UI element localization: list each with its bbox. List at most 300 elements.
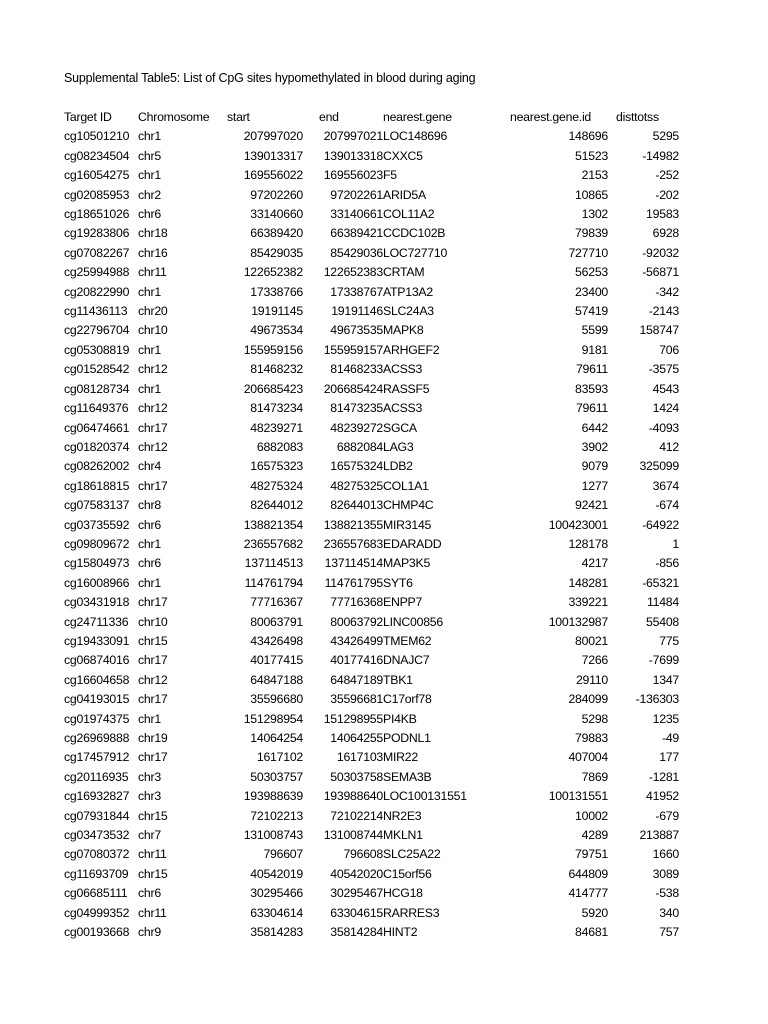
- nearest-gene-cell: COL1A1: [383, 478, 429, 493]
- table-row: [64, 147, 679, 166]
- nearest-gene-cell: ARID5A: [383, 187, 426, 202]
- table-row: [64, 360, 679, 379]
- chromosome-cell: chr10: [138, 323, 168, 338]
- chromosome-cell: chr1: [138, 381, 161, 396]
- nearest-gene-id-cell: 128178: [568, 536, 608, 551]
- table-row: [64, 787, 679, 806]
- header-nearest-gene: nearest.gene: [383, 110, 452, 124]
- chromosome-cell: chr4: [138, 459, 161, 474]
- end-cell: 97202261: [330, 187, 383, 202]
- table-row: [64, 302, 679, 321]
- disttotss-cell: 55408: [646, 614, 679, 629]
- nearest-gene-cell: LDB2: [383, 459, 413, 474]
- disttotss-cell: -538: [655, 886, 679, 901]
- nearest-gene-id-cell: 5298: [581, 711, 608, 726]
- nearest-gene-id-cell: 5920: [581, 905, 608, 920]
- start-cell: 63304614: [250, 905, 303, 920]
- table-row: [64, 127, 679, 146]
- disttotss-cell: 1660: [652, 847, 679, 862]
- nearest-gene-cell: ATP13A2: [383, 284, 433, 299]
- nearest-gene-id-cell: 80021: [575, 633, 608, 648]
- chromosome-cell: chr9: [138, 925, 161, 940]
- disttotss-cell: -49: [661, 731, 679, 745]
- disttotss-cell: 213887: [639, 828, 679, 843]
- nearest-gene-cell: RARRES3: [383, 905, 440, 920]
- table-row: [64, 380, 679, 399]
- end-cell: 236557683: [323, 536, 383, 551]
- disttotss-cell: 1424: [652, 401, 679, 416]
- nearest-gene-cell: C15orf56: [383, 866, 432, 881]
- table-row: [64, 923, 679, 942]
- table-row: [64, 593, 679, 612]
- disttotss-cell: 6928: [652, 226, 679, 241]
- target-id-cell: cg04193015: [64, 692, 130, 707]
- nearest-gene-id-cell: 79611: [575, 362, 608, 377]
- chromosome-cell: chr6: [138, 556, 161, 571]
- end-cell: 114761795: [324, 575, 383, 590]
- table-row: [64, 321, 679, 340]
- table-row: [64, 496, 679, 515]
- end-cell: 72102214: [330, 808, 383, 823]
- chromosome-cell: chr7: [138, 828, 161, 843]
- end-cell: 40177416: [330, 653, 383, 668]
- nearest-gene-cell: SLC24A3: [383, 304, 434, 319]
- nearest-gene-cell: TMEM62: [383, 633, 432, 648]
- nearest-gene-id-cell: 100423001: [548, 517, 608, 532]
- start-cell: 137114513: [244, 556, 303, 571]
- chromosome-cell: chr15: [138, 633, 168, 648]
- nearest-gene-id-cell: 29110: [575, 672, 608, 687]
- nearest-gene-cell: CHMP4C: [383, 498, 434, 513]
- chromosome-cell: chr3: [138, 769, 161, 784]
- nearest-gene-id-cell: 84681: [575, 925, 608, 940]
- table-row: [64, 166, 679, 185]
- disttotss-cell: 775: [659, 633, 679, 648]
- table-row: [64, 845, 679, 864]
- start-cell: 33140660: [250, 207, 303, 222]
- target-id-cell: cg19433091: [64, 633, 130, 648]
- chromosome-cell: chr2: [138, 187, 161, 202]
- nearest-gene-cell: MIR22: [383, 750, 418, 765]
- target-id-cell: cg16008966: [64, 575, 130, 590]
- table-row: [64, 516, 679, 535]
- start-cell: 155959156: [243, 342, 303, 357]
- start-cell: 97202260: [250, 187, 303, 202]
- disttotss-cell: -64922: [642, 517, 679, 532]
- chromosome-cell: chr1: [138, 129, 161, 144]
- nearest-gene-cell: ENPP7: [383, 595, 423, 610]
- disttotss-cell: -92032: [642, 245, 679, 260]
- start-cell: 1617102: [256, 750, 303, 765]
- nearest-gene-cell: SGCA: [383, 420, 417, 435]
- chromosome-cell: chr1: [138, 575, 161, 590]
- table-row: [64, 904, 679, 923]
- end-cell: 66389421: [330, 226, 383, 241]
- target-id-cell: cg01528542: [64, 362, 130, 377]
- target-id-cell: cg02085953: [64, 187, 130, 202]
- disttotss-cell: 3674: [652, 478, 679, 493]
- table-row: [64, 186, 679, 205]
- nearest-gene-id-cell: 6442: [581, 420, 608, 435]
- table-row: [64, 477, 679, 496]
- end-cell: 30295467: [330, 886, 383, 901]
- disttotss-cell: -856: [655, 556, 679, 571]
- nearest-gene-id-cell: 100132987: [548, 614, 608, 629]
- nearest-gene-id-cell: 3902: [581, 439, 608, 454]
- start-cell: 131008743: [243, 828, 303, 843]
- header-disttotss: disttotss: [616, 110, 659, 124]
- nearest-gene-cell: CCDC102B: [383, 226, 446, 241]
- nearest-gene-id-cell: 83593: [575, 381, 608, 396]
- start-cell: 85429035: [250, 245, 303, 260]
- end-cell: 169556023: [323, 168, 383, 183]
- chromosome-cell: chr1: [138, 342, 161, 357]
- header-row: [64, 108, 679, 127]
- start-cell: 122652382: [243, 265, 303, 280]
- target-id-cell: cg24711336: [64, 614, 129, 629]
- nearest-gene-cell: SYT6: [383, 575, 413, 590]
- disttotss-cell: -4093: [648, 420, 679, 435]
- chromosome-cell: chr12: [138, 439, 168, 454]
- start-cell: 64847188: [250, 672, 303, 687]
- table-row: [64, 690, 679, 709]
- start-cell: 14064254: [250, 731, 303, 745]
- end-cell: 33140661: [330, 207, 383, 222]
- nearest-gene-cell: EDARADD: [383, 536, 442, 551]
- chromosome-cell: chr1: [138, 284, 161, 299]
- chromosome-cell: chr10: [138, 614, 168, 629]
- nearest-gene-id-cell: 148696: [568, 129, 608, 144]
- end-cell: 82644013: [330, 498, 383, 513]
- nearest-gene-cell: ARHGEF2: [383, 342, 440, 357]
- target-id-cell: cg03431918: [64, 595, 130, 610]
- nearest-gene-id-cell: 79611: [575, 401, 608, 416]
- disttotss-cell: -679: [655, 808, 679, 823]
- chromosome-cell: chr15: [138, 866, 168, 881]
- disttotss-cell: -65321: [642, 575, 679, 590]
- disttotss-cell: 1235: [652, 711, 679, 726]
- start-cell: 35596680: [250, 692, 303, 707]
- target-id-cell: cg20822990: [64, 284, 130, 299]
- target-id-cell: cg15804973: [64, 556, 130, 571]
- start-cell: 6882083: [256, 439, 303, 454]
- end-cell: 63304615: [330, 905, 383, 920]
- chromosome-cell: chr6: [138, 517, 161, 532]
- target-id-cell: cg06474661: [64, 420, 130, 435]
- chromosome-cell: chr11: [138, 847, 167, 862]
- chromosome-cell: chr8: [138, 498, 161, 513]
- table-row: [64, 399, 679, 418]
- header-nearest-gene-id: nearest.gene.id: [510, 110, 592, 124]
- disttotss-cell: 1347: [652, 672, 679, 687]
- end-cell: 6882084: [336, 439, 383, 454]
- header-end: end: [319, 110, 339, 124]
- end-cell: 40542020: [330, 866, 383, 881]
- target-id-cell: cg16054275: [64, 168, 130, 183]
- nearest-gene-cell: SEMA3B: [383, 769, 432, 784]
- target-id-cell: cg08128734: [64, 381, 130, 396]
- target-id-cell: cg03473532: [64, 828, 130, 843]
- target-id-cell: cg11436113: [64, 304, 128, 319]
- start-cell: 193988639: [243, 789, 303, 804]
- start-cell: 236557682: [243, 536, 303, 551]
- end-cell: 122652383: [323, 265, 383, 280]
- table-row: [64, 244, 679, 263]
- nearest-gene-id-cell: 79883: [575, 731, 608, 745]
- nearest-gene-cell: HCG18: [383, 886, 423, 901]
- start-cell: 48275324: [250, 478, 303, 493]
- start-cell: 16575323: [250, 459, 303, 474]
- target-id-cell: cg25994988: [64, 265, 130, 280]
- disttotss-cell: -674: [655, 498, 679, 513]
- start-cell: 139013317: [243, 148, 303, 163]
- chromosome-cell: chr17: [138, 595, 168, 610]
- target-id-cell: cg01820374: [64, 439, 130, 454]
- header-chromosome: Chromosome: [138, 110, 210, 124]
- end-cell: 85429036: [330, 245, 383, 260]
- nearest-gene-id-cell: 10865: [575, 187, 608, 202]
- nearest-gene-id-cell: 644809: [568, 866, 608, 881]
- chromosome-cell: chr12: [138, 401, 168, 416]
- nearest-gene-id-cell: 407004: [568, 750, 608, 765]
- nearest-gene-cell: MKLN1: [383, 828, 423, 843]
- nearest-gene-cell: LINC00856: [383, 614, 443, 629]
- start-cell: 82644012: [250, 498, 303, 513]
- chromosome-cell: chr5: [138, 148, 161, 163]
- start-cell: 50303757: [250, 769, 303, 784]
- nearest-gene-cell: MAPK8: [383, 323, 424, 338]
- nearest-gene-id-cell: 148281: [568, 575, 608, 590]
- chromosome-cell: chr12: [138, 672, 168, 687]
- start-cell: 138821354: [243, 517, 303, 532]
- nearest-gene-id-cell: 284099: [568, 692, 608, 707]
- table-row: [64, 438, 679, 457]
- start-cell: 207997020: [243, 129, 303, 144]
- target-id-cell: cg08234504: [64, 148, 130, 163]
- end-cell: 1617103: [336, 750, 383, 765]
- target-id-cell: cg16932827: [64, 789, 130, 804]
- table-row: [64, 807, 679, 826]
- start-cell: 17338766: [250, 284, 303, 299]
- end-cell: 17338767: [330, 284, 383, 299]
- nearest-gene-cell: COL11A2: [383, 207, 435, 222]
- disttotss-cell: 4543: [652, 381, 679, 396]
- chromosome-cell: chr19: [138, 731, 168, 745]
- end-cell: 81468233: [330, 362, 383, 377]
- table-row: [64, 535, 679, 554]
- nearest-gene-id-cell: 339221: [568, 595, 608, 610]
- nearest-gene-cell: PI4KB: [383, 711, 417, 726]
- target-id-cell: cg07082267: [64, 245, 130, 260]
- disttotss-cell: -56871: [642, 265, 679, 280]
- chromosome-cell: chr11: [138, 905, 167, 920]
- table-row: [64, 205, 679, 224]
- disttotss-cell: 158747: [639, 323, 679, 338]
- nearest-gene-id-cell: 56253: [575, 265, 608, 280]
- table-row: [64, 632, 679, 651]
- table-row: [64, 884, 679, 903]
- nearest-gene-id-cell: 4217: [581, 556, 608, 571]
- start-cell: 35814283: [250, 925, 303, 940]
- disttotss-cell: 41952: [646, 789, 679, 804]
- chromosome-cell: chr12: [138, 362, 168, 377]
- nearest-gene-id-cell: 10002: [575, 808, 608, 823]
- table-row: [64, 263, 679, 282]
- target-id-cell: cg04999352: [64, 905, 130, 920]
- end-cell: 43426499: [330, 633, 383, 648]
- target-id-cell: cg09809672: [64, 536, 130, 551]
- table-row: [64, 729, 679, 748]
- nearest-gene-cell: SLC25A22: [383, 847, 441, 862]
- table-row: [64, 283, 679, 302]
- end-cell: 19191146: [331, 304, 383, 319]
- table-body: [64, 127, 679, 942]
- table-row: [64, 826, 679, 845]
- target-id-cell: cg07080372: [64, 847, 130, 862]
- end-cell: 139013318: [323, 148, 383, 163]
- start-cell: 30295466: [250, 886, 303, 901]
- chromosome-cell: chr16: [138, 245, 168, 260]
- start-cell: 796607: [263, 847, 303, 862]
- start-cell: 206685423: [243, 381, 303, 396]
- nearest-gene-cell: CRTAM: [383, 265, 425, 280]
- disttotss-cell: 757: [659, 925, 679, 940]
- nearest-gene-cell: ACSS3: [383, 401, 423, 416]
- nearest-gene-cell: DNAJC7: [383, 653, 430, 668]
- table-title: Supplemental Table5: List of CpG sites hypomethylated in blood during aging: [64, 71, 476, 85]
- start-cell: 43426498: [250, 633, 303, 648]
- chromosome-cell: chr17: [138, 653, 168, 668]
- disttotss-cell: 340: [659, 905, 679, 920]
- nearest-gene-cell: NR2E3: [383, 808, 422, 823]
- target-id-cell: cg06685111: [64, 886, 128, 901]
- nearest-gene-id-cell: 79839: [575, 226, 608, 241]
- target-id-cell: cg11693709: [64, 866, 129, 881]
- end-cell: 81473235: [330, 401, 383, 416]
- nearest-gene-cell: RASSF5: [383, 381, 430, 396]
- disttotss-cell: 11484: [646, 595, 679, 610]
- table-row: [64, 574, 679, 593]
- table-row: [64, 457, 679, 476]
- nearest-gene-id-cell: 4289: [581, 828, 608, 843]
- end-cell: 796608: [343, 847, 383, 862]
- nearest-gene-id-cell: 7869: [581, 769, 608, 784]
- nearest-gene-id-cell: 5599: [581, 323, 608, 338]
- end-cell: 48239272: [330, 420, 383, 435]
- nearest-gene-id-cell: 2153: [581, 168, 608, 183]
- chromosome-cell: chr1: [138, 168, 161, 183]
- table-row: [64, 419, 679, 438]
- nearest-gene-id-cell: 23400: [575, 284, 608, 299]
- nearest-gene-cell: MIR3145: [383, 517, 432, 532]
- nearest-gene-cell: HINT2: [383, 925, 418, 940]
- target-id-cell: cg10501210: [64, 129, 130, 144]
- end-cell: 16575324: [330, 459, 383, 474]
- nearest-gene-cell: LOC100131551: [383, 789, 467, 804]
- nearest-gene-id-cell: 414777: [568, 886, 608, 901]
- nearest-gene-cell: LOC148696: [383, 129, 448, 144]
- start-cell: 72102213: [250, 808, 303, 823]
- nearest-gene-cell: TBK1: [383, 672, 413, 687]
- end-cell: 14064255: [330, 731, 383, 745]
- nearest-gene-cell: F5: [383, 168, 397, 183]
- nearest-gene-id-cell: 7266: [581, 653, 608, 668]
- chromosome-cell: chr3: [138, 789, 161, 804]
- table-row: [64, 224, 679, 243]
- target-id-cell: cg20116935: [64, 769, 129, 784]
- chromosome-cell: chr18: [138, 226, 168, 241]
- target-id-cell: cg19283806: [64, 226, 130, 241]
- disttotss-cell: -2143: [648, 304, 679, 319]
- end-cell: 138821355: [323, 517, 383, 532]
- start-cell: 19191145: [251, 304, 303, 319]
- disttotss-cell: 325099: [639, 459, 679, 474]
- disttotss-cell: -3575: [648, 362, 679, 377]
- target-id-cell: cg22796704: [64, 323, 130, 338]
- target-id-cell: cg07931844: [64, 808, 130, 823]
- nearest-gene-cell: LAG3: [383, 439, 414, 454]
- nearest-gene-id-cell: 9079: [581, 459, 608, 474]
- table-row: [64, 865, 679, 884]
- target-id-cell: cg16604658: [64, 672, 130, 687]
- nearest-gene-cell: LOC727710: [383, 245, 448, 260]
- end-cell: 131008744: [323, 828, 383, 843]
- nearest-gene-id-cell: 1302: [581, 207, 608, 222]
- start-cell: 114761794: [244, 575, 303, 590]
- end-cell: 80063792: [330, 614, 383, 629]
- nearest-gene-id-cell: 727710: [568, 245, 608, 260]
- target-id-cell: cg00193668: [64, 925, 130, 940]
- nearest-gene-id-cell: 1277: [581, 478, 608, 493]
- table-row: [64, 341, 679, 360]
- table-row: [64, 613, 679, 632]
- target-id-cell: cg18618815: [64, 478, 130, 493]
- nearest-gene-cell: C17orf78: [383, 692, 432, 707]
- end-cell: 155959157: [323, 342, 383, 357]
- end-cell: 48275325: [330, 478, 383, 493]
- end-cell: 137114514: [324, 556, 383, 571]
- end-cell: 64847189: [330, 672, 383, 687]
- target-id-cell: cg18651026: [64, 207, 130, 222]
- disttotss-cell: 706: [659, 342, 679, 357]
- target-id-cell: cg26969888: [64, 731, 130, 745]
- nearest-gene-id-cell: 79751: [575, 847, 608, 862]
- chromosome-cell: chr20: [138, 304, 168, 319]
- nearest-gene-cell: CXXC5: [383, 148, 423, 163]
- nearest-gene-cell: MAP3K5: [383, 556, 431, 571]
- disttotss-cell: 5295: [652, 129, 679, 144]
- target-id-cell: cg11649376: [64, 401, 129, 416]
- disttotss-cell: -252: [655, 168, 679, 183]
- end-cell: 49673535: [330, 323, 383, 338]
- chromosome-cell: chr17: [138, 420, 168, 435]
- chromosome-cell: chr11: [138, 265, 167, 280]
- disttotss-cell: 177: [659, 750, 679, 765]
- disttotss-cell: 19583: [646, 207, 679, 222]
- disttotss-cell: 1: [672, 536, 679, 551]
- target-id-cell: cg17457912: [64, 750, 130, 765]
- start-cell: 81473234: [250, 401, 303, 416]
- disttotss-cell: -342: [655, 284, 679, 299]
- chromosome-cell: chr17: [138, 478, 168, 493]
- target-id-cell: cg05308819: [64, 342, 130, 357]
- target-id-cell: cg06874016: [64, 653, 130, 668]
- end-cell: 35814284: [330, 925, 383, 940]
- disttotss-cell: -1281: [648, 769, 679, 784]
- nearest-gene-id-cell: 9181: [581, 342, 608, 357]
- target-id-cell: cg03735592: [64, 517, 130, 532]
- nearest-gene-cell: PODNL1: [383, 731, 431, 745]
